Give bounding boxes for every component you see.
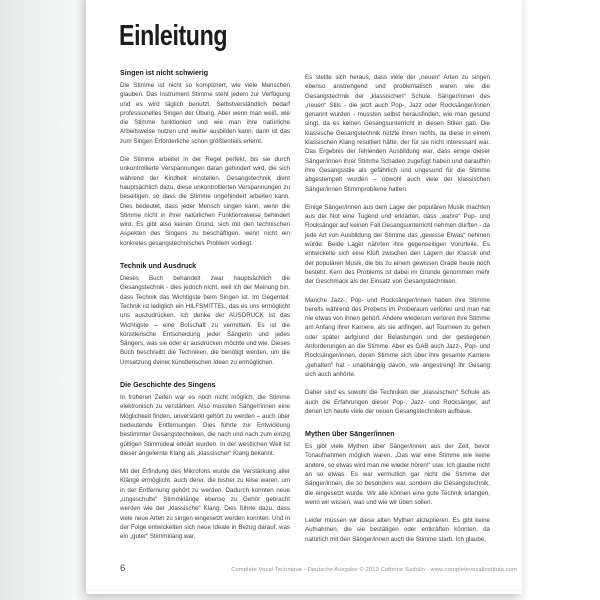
page — [86, 0, 522, 594]
body-paragraph: In früheren Zeiten war es noch nicht möglich, die Stimme elektronisch zu verstärken. Also mussten Sänger/innen eine Möglichkeit finden, unverstärkt gehört zu werden – auch über bedeutende Entfernungen. Dies führte zur Entwicklung bestimmter Gesangstechniken, die nach und nach zum einzig gültigen Stimmideal erklärt wurden. In der westlichen Welt ist dieser angelernte Klang als „klassischer“ Klang bekannt. — [120, 394, 290, 457]
text-column-right — [305, 73, 490, 553]
body-paragraph: Einige Sänger/innen aus dem Lager der populären Musik machten aus der Not eine Tugend und erklärten, dass „wahre“ Pop- und Rocksänger auf keinen Fall Gesangsunterricht nehmen dürften - da jede Art von Ausbildung der Stimme das „gewisse Etwas“ nehmen würde. Beide Lager nährten ihre gegenseitigen Vorurteile. Es entwickelte sich eine Kluft zwischen den Lagern der Klassik und der populären Musik, die bis zu einem gewissen Grade heute noch besteht. Kern des Problems ist dabei im Grunde genommen mehr der Geschmack als der Einsatz von Gesangstechniken. — [305, 203, 490, 286]
footer-credit: Complete Vocal Technique - Deutsche Ausgabe © 2013 Cathrine Sadolin - www.completevocalinstitute.com — [231, 567, 517, 573]
page-number: 6 — [120, 563, 126, 574]
body-paragraph: Die Stimme ist nicht so kompliziert, wie viele Menschen glauben. Das Instrument Stimme steht jedem zur Verfügung und es wird täglich benutzt. Selbstverständlich bedarf professionelles Singen der Übung. Aber wenn man weiß, wie die Stimme funktioniert und wie man ihre natürliche Arbeitsweise nutzen und weiter ausbilden kann, dann ist das zum Singen Erforderliche schon größtenteils erlernt. — [120, 82, 290, 145]
body-paragraph: Es gibt viele Mythen über Sänger/innen aus der Zeit, bevor Tonaufnahmen möglich waren. „Das war eine Stimme wie keine andere, so etwas wird man nie wieder hören!“ usw. Ich glaube nicht an so etwas. Es war vermutlich gar nicht die Stimme der Sänger/innen, die so besonders war, sondern die Gesangstechnik, die eingesetzt wurde. Wir alle können eine gute Technik erlangen, wenn wir wissen, was und wie wir üben sollen. — [305, 443, 490, 506]
body-paragraph: Es stellte sich heraus, dass viele der „neuen“ Arten zu singen ebenso anstrengend und problematisch waren wie die Gesangstechnik der „klassischen“ Schule. Sänger/innen des „neuen“ Stils - die jetzt auch Pop-, Jazz oder Rocksänger/innen genannt wurden - mussten selbst herausfinden, wie man gesund singt, da es keinen Gesangsunterricht in diesen Stilen gab. Die klassische Gesangstechnik nützte ihnen nichts, da diese in einem klassischen Klang resultiert hätte, der für sie nicht interessant war. Das Ergebnis der fehlenden Ausbildung war, dass einige dieser Sänger/innen ihrer Stimme Schaden zugefügt haben und daraufhin ihre Gesangsstile als gefährlich und ungesund für die Stimme abgestempelt wurden – obwohl auch viele der klassischen Sänger/innen Stimmprobleme hatten. — [305, 74, 490, 193]
text-column-left — [120, 68, 290, 550]
page-bottom-edge — [86, 590, 522, 591]
section-heading: Technik und Ausdruck — [120, 261, 197, 271]
body-paragraph: Dieses Buch behandelt zwar hauptsächlich die Gesangstechnik - dies jedoch nicht, weil ich der Meinung bin, dass Technik das Wichtigste beim Singen ist. Im Gegenteil: Technik ist lediglich ein HILFSMITTEL, das es uns ermöglicht uns auszudrücken. Ich denke der AUSDRUCK ist das Wichtigste – eine Botschaft zu vermitteln. Es ist die künstlerische Entscheidung jeder Sängerin und jedes Sängers, was sie oder er ausdrücken möchte und wie. Dieses Buch beschreibt die Techniken, die benötigt werden, um die Umsetzung deiner künstlerischen Ideen zu ermöglichen. — [120, 275, 290, 366]
body-paragraph: Die Stimme arbeitet in der Regel perfekt, bis sie durch unkontrollierte Verspannungen daran gehindert wird, die sich während der Kindheit einstellen. Gesangstechnik dient hauptsächlich dazu, diese unkontrollierten Verspannungen zu beseitigen, so dass die Stimme ungehindert arbeiten kann. Dies bedeutet, dass jeder Mensch singen kann, wenn die Stimme nicht in ihrer natürlichen Funktionsweise behindert wird. Es gibt also keinen Grund, sich mit den technischen Aspekten des Singens zu beschäftigen, wenn nicht ein konkretes gesangstechnisches Problem vorliegt. — [120, 156, 290, 247]
section-heading: Singen ist nicht schwierig — [120, 68, 209, 77]
page-footer — [120, 563, 517, 574]
body-paragraph: Daher sind es sowohl die Techniken der „klassischen“ Schule als auch die Erfahrungen dieser Pop-, Jazz- und Rocksänger, auf denen ich heute viele der neuen Gesangstechniken aufbaue. — [305, 389, 490, 415]
section-heading: Die Geschichte des Singens — [120, 380, 216, 390]
section-heading: Mythen über Sänger/innen — [305, 429, 395, 439]
body-paragraph: Mit der Erfindung des Mikrofons wurde die Verstärkung aller Klänge ermöglicht, auch derer, die bisher zu leise waren, um in der Entfernung gehört zu werden. Dadurch konnten neue „ungeschulte“ Stimmklänge ebenso zu Gehör gebracht werden wie der „klassische“ Klang. Dies führte dazu, dass viele neue Arten zu singen eingesetzt werden konnten. Und in der Folge entwickelten sich neue Ideale in Bezug darauf, was ein „guter“ Stimmklang war. — [120, 468, 290, 541]
page-title: Einleitung — [119, 20, 228, 52]
body-paragraph: Manche Jazz-, Pop- und Rocksänger/innen haben ihre Stimme bereits während des Probens im Proberaum verloren und man hat nie etwas von ihnen gehört. Andere wiederum verloren ihre Stimme am Anfang ihrer Karriere, als sie anfingen, auf Tourneen zu gehen oder später aufgrund der Belastungen und der gestiegenen Anforderungen an die Stimme. Aber es GAB auch Jazz-, Pop- und Rocksänger/innen, deren Stimme sich über ihre gesamte Karriere „gehalten“ hat - unabhängig davon, wie angestrengt ihr Gesang sich auch anhörte. — [305, 296, 490, 378]
body-paragraph: Leider müssen wir diese alten Mythen akzeptieren. Es gibt keine Aufnahmen, die sie bestätigen oder entkräften könnten, da natürlich mit den Sänger/innen auch die Stimme starb. Ich glaube, — [305, 517, 490, 543]
